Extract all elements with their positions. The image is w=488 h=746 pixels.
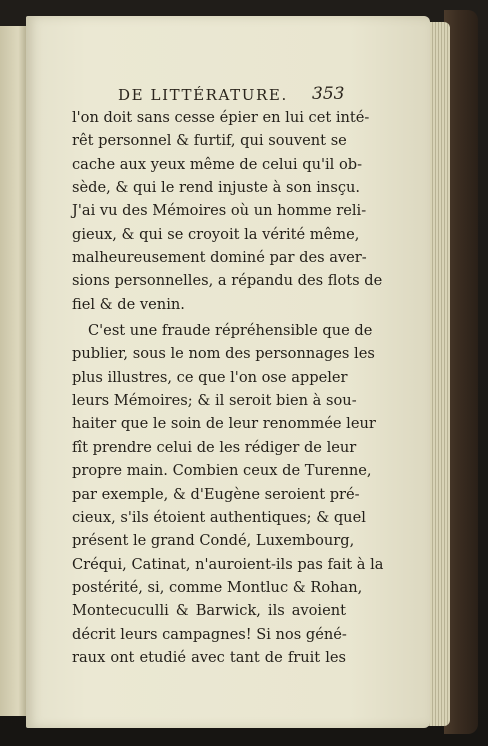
text-line: postérité, si, comme Montluc & Rohan, — [72, 578, 363, 596]
text-line: propre main. Combien ceux de Turenne, — [72, 462, 372, 480]
text-line: sède, & qui le rend injuste à son insçu. — [72, 179, 361, 197]
text-line: l'on doit sans cesse épier en lui cet inté- — [72, 109, 370, 126]
facing-page-edge — [0, 26, 27, 716]
text-line: Montecuculli & Barwick, ils avoient — [72, 602, 346, 620]
text-line: fiel & de venin. — [72, 295, 185, 313]
text-line: présent le grand Condé, Luxembourg, — [72, 532, 355, 550]
page-number: 353 — [312, 84, 345, 104]
text-line: cache aux yeux même de celui qu'il ob- — [72, 155, 363, 173]
text-line: Créqui, Catinat, n'auroient-ils pas fait à la — [72, 555, 384, 573]
text-line: haiter que le soin de leur renommée leur — [72, 415, 376, 433]
text-line: publier, sous le nom des personnages les — [72, 345, 375, 363]
text-line: rêt personnel & furtif, qui souvent se — [72, 132, 347, 150]
page-header — [118, 80, 348, 106]
text-line: leurs Mémoires; & il seroit bien à sou- — [72, 392, 357, 410]
text-line: plus illustres, ce que l'on ose appeler — [72, 368, 348, 386]
text-line: C'est une fraude répréhensible que de — [88, 322, 373, 340]
text-line: raux ont etudié avec tant de fruit les — [72, 648, 346, 666]
text-line: gieux, & qui se croyoit la vérité même, — [72, 225, 360, 243]
text-line: fît prendre celui de les rédiger de leur — [72, 438, 357, 456]
text-line: décrit leurs campagnes! Si nos géné- — [72, 625, 347, 643]
text-line: sions personnelles, a répandu des flots de — [72, 272, 383, 290]
text-line: malheureusement dominé par des aver- — [72, 249, 367, 267]
text-line: cieux, s'ils étoient authentiques; & quel — [72, 508, 366, 526]
running-title: DE LITTÉRATURE. — [118, 86, 288, 104]
body-text — [72, 106, 384, 669]
text-line: J'ai vu des Mémoires où un homme reli- — [72, 202, 367, 220]
text-line: par exemple, & d'Eugène seroient pré- — [72, 485, 360, 503]
